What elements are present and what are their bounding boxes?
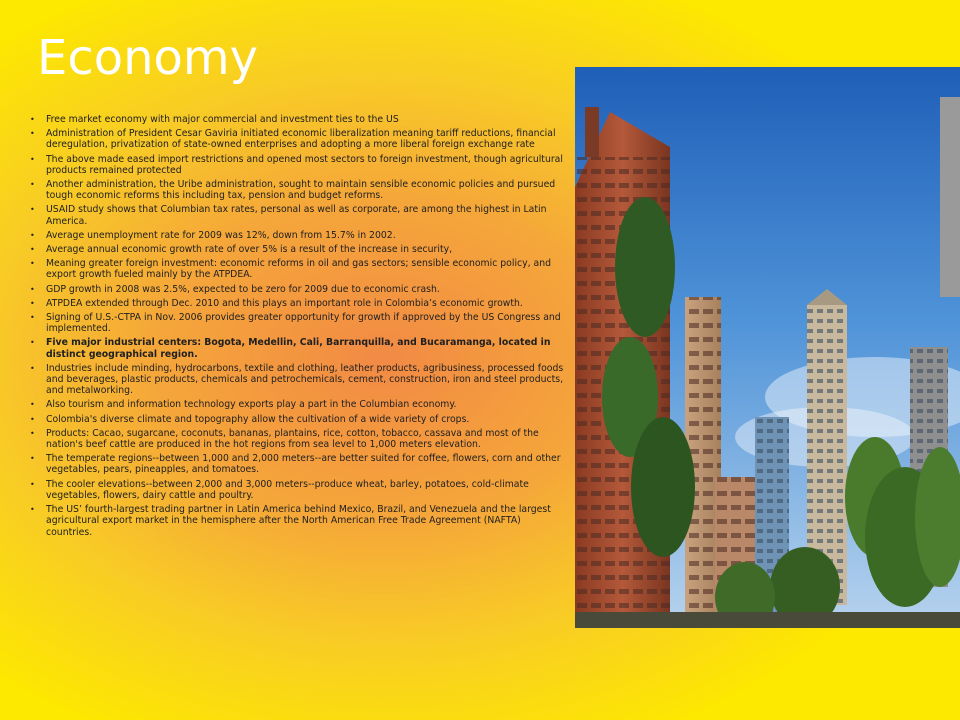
bullet-dot-icon: • bbox=[30, 414, 35, 424]
bullet-item: • The cooler elevations--between 2,000 and 3,000 meters--produce wheat, barley, potatoes, cold-climate vegetables, flowers, dairy cattle and poultry. bbox=[30, 478, 529, 501]
bullet-dot-icon: • bbox=[30, 313, 35, 323]
bullet-dot-icon: • bbox=[30, 245, 35, 255]
bullet-dot-icon: • bbox=[30, 400, 35, 410]
bullet-list bbox=[26, 114, 566, 541]
bullet-dot-icon: • bbox=[30, 230, 35, 240]
bullet-dot-icon: • bbox=[30, 428, 35, 438]
bullet-dot-icon: • bbox=[30, 180, 35, 190]
bullet-item: • Average annual economic growth rate of over 5% is a result of the increase in security, bbox=[30, 244, 453, 256]
bullet-item: • The temperate regions--between 1,000 and 2,000 meters--are better suited for coffee, flowers, corn and other vegetables, pears, pineapples, and tomatoes. bbox=[30, 453, 561, 476]
bullet-dot-icon: • bbox=[30, 259, 35, 269]
bullet-dot-icon: • bbox=[30, 115, 35, 124]
bullet-item: • Colombia's diverse climate and topography allow the cultivation of a wide variety of crops. bbox=[30, 413, 470, 425]
city-skyline-photo bbox=[575, 67, 960, 628]
bullet-dot-icon: • bbox=[30, 479, 35, 489]
bullet-item: • Free market economy with major commercial and investment ties to the US bbox=[30, 114, 399, 125]
bullet-item: • Another administration, the Uribe administration, sought to maintain sensible economic policies and pursued tough economic reforms this including tax, pension and budget reforms. bbox=[30, 179, 556, 202]
bullet-item: • The above made eased import restrictions and opened most sectors to foreign investment, though agricultural products remained protected bbox=[30, 153, 563, 176]
slide-title: Economy bbox=[37, 30, 259, 86]
bullet-item: • Meaning greater foreign investment: economic reforms in oil and gas sectors; sensible economic policy, and export growth fueled mainly by the ATPDEA. bbox=[30, 258, 552, 281]
bullet-dot-icon: • bbox=[30, 129, 35, 139]
bullet-item: • Administration of President Cesar Gaviria initiated economic liberalization meaning tariff reductions, financial deregulation, privatization of state-owned enterprises and adopting a more liberal foreign exchange rate bbox=[30, 128, 556, 151]
bullet-item: • USAID study shows that Columbian tax rates, personal as well as corporate, are among the highest in Latin America. bbox=[30, 204, 547, 227]
bullet-item-industrial-centers: • Five major industrial centers: Bogota, Medellin, Cali, Barranquilla, and Bucaramanga, located in distinct geographical region. bbox=[30, 337, 551, 360]
bullet-item: • Signing of U.S.-CTPA in Nov. 2006 provides greater opportunity for growth if approved by the US Congress and implemented. bbox=[30, 312, 561, 335]
bullet-item: • GDP growth in 2008 was 2.5%, expected to be zero for 2009 due to economic crash. bbox=[30, 283, 440, 295]
bullet-item: • Products: Cacao, sugarcane, coconuts, bananas, plantains, rice, cotton, tobacco, cassava and most of the nation's beef cattle are produced in the hot regions from sea level to 1,000 meters elevation. bbox=[30, 427, 539, 451]
bullet-item: • Also tourism and information technology exports play a part in the Columbian economy. bbox=[30, 399, 457, 411]
bullet-dot-icon: • bbox=[30, 363, 35, 373]
bullet-item: • ATPDEA extended through Dec. 2010 and this plays an important role in Colombia’s economic growth. bbox=[30, 297, 523, 309]
bullet-dot-icon: • bbox=[30, 505, 35, 515]
bullet-dot-icon: • bbox=[30, 284, 35, 294]
bullet-dot-icon: • bbox=[30, 205, 35, 215]
bullet-item: • The US’ fourth-largest trading partner in Latin America behind Mexico, Brazil, and Venezuela and the largest agricultural export market in the hemisphere after the North American Free Trade Agreement (NAFTA) countries. bbox=[30, 504, 551, 538]
bullet-dot-icon: • bbox=[30, 298, 35, 308]
bullet-item: • Average unemployment rate for 2009 was 12%, down from 15.7% in 2002. bbox=[30, 229, 396, 241]
skyline-illustration bbox=[575, 67, 960, 628]
bullet-item: • Industries include minding, hydrocarbons, textile and clothing, leather products, agribusiness, processed foods and beverages, plastic products, chemicals and petrochemicals, cement, construction, iron and steel products, and metalworking. bbox=[30, 362, 564, 397]
bullet-dot-icon: • bbox=[30, 338, 35, 348]
bullet-dot-icon: • bbox=[30, 154, 35, 164]
bullet-dot-icon: • bbox=[30, 454, 35, 464]
